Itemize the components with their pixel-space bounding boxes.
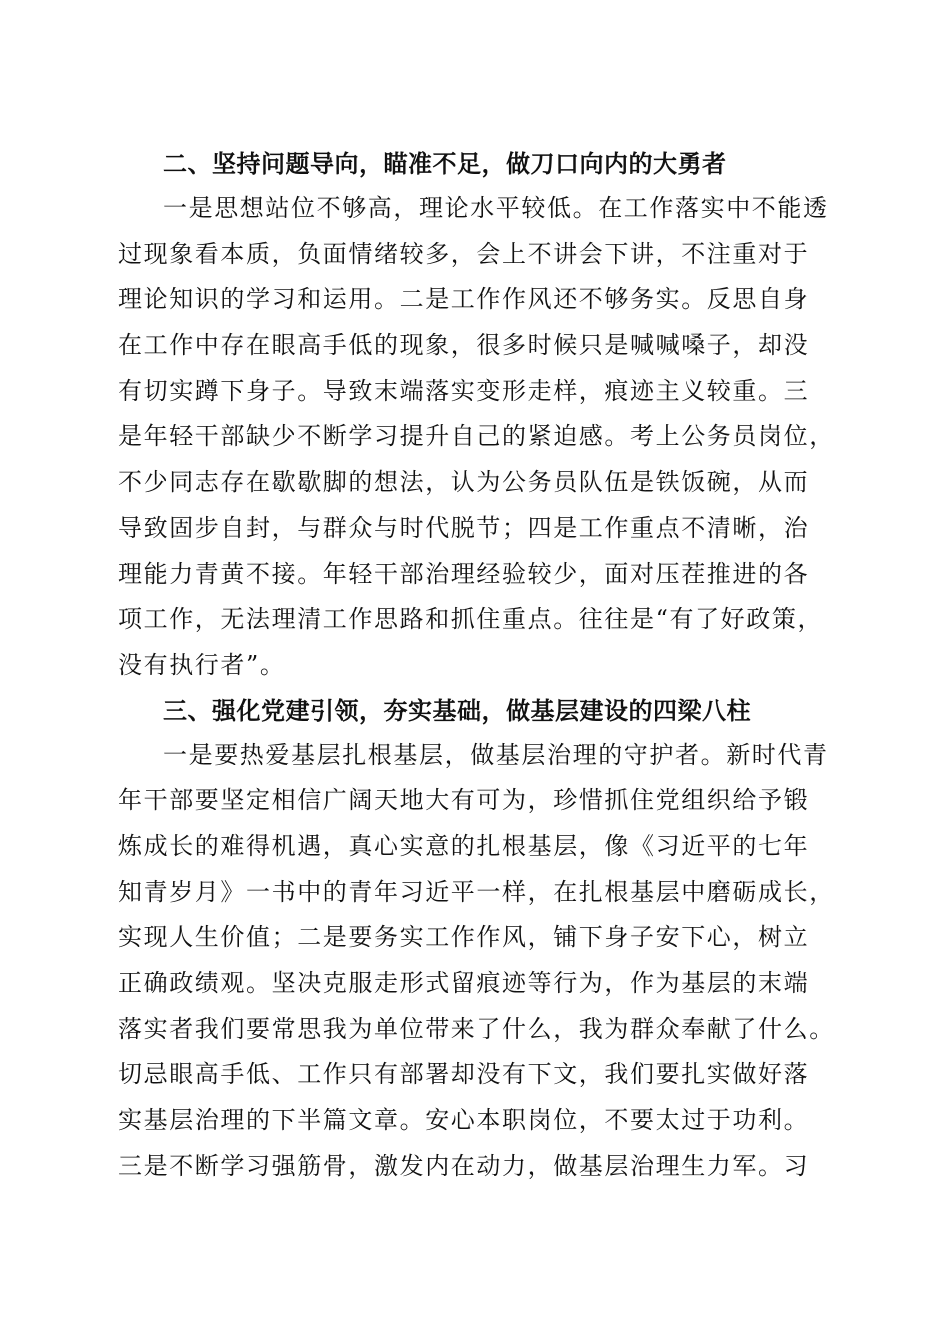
section-2-paragraph <box>118 186 840 689</box>
section-3-paragraph <box>118 733 840 1190</box>
section-heading-2: 二、坚持问题导向，瞄准不足，做刀口向内的大勇者 <box>163 150 727 178</box>
paragraph-line: 年干部要坚定相信广阔天地大有可为，珍惜抓住党组织给予锻 <box>118 786 810 815</box>
paragraph-line: 正确政绩观。坚决克服走形式留痕迹等行为，作为基层的末端 <box>118 969 810 997</box>
paragraph-line: 切忌眼高手低、工作只有部署却没有下文，我们要扎实做好落 <box>118 1060 810 1089</box>
paragraph-line: 是年轻干部缺少不断学习提升自己的紧迫感。考上公务员岗位， <box>118 422 835 451</box>
paragraph-line: 一是要热爱基层扎根基层，做基层治理的守护者。新时代青 <box>163 740 829 769</box>
paragraph-line: 在工作中存在眼高手低的现象，很多时候只是喊喊嗓子，却没 <box>118 331 810 360</box>
paragraph-line: 实基层治理的下半篇文章。安心本职岗位，不要太过于功利。 <box>118 1106 810 1135</box>
paragraph-line: 不少同志存在歇歇脚的想法，认为公务员队伍是铁饭碗，从而 <box>118 468 810 497</box>
paragraph-line: 炼成长的难得机遇，真心实意的扎根基层，像《习近平的七年 <box>118 831 810 860</box>
paragraph-line: 落实者我们要常思我为单位带来了什么，我为群众奉献了什么。 <box>118 1014 835 1043</box>
paragraph-line: 理能力青黄不接。年轻干部治理经验较少，面对压茬推进的各 <box>118 559 810 588</box>
paragraph-line: 有切实蹲下身子。导致末端落实变形走样，痕迹主义较重。三 <box>118 376 810 405</box>
paragraph-line: 实现人生价值；二是要务实工作作风，铺下身子安下心，树立 <box>118 923 810 952</box>
paragraph-line: 知青岁月》一书中的青年习近平一样，在扎根基层中磨砺成长， <box>118 877 835 906</box>
paragraph-line: 三是不断学习强筋骨，激发内在动力，做基层治理生力军。习 <box>118 1151 810 1180</box>
section-heading-3: 三、强化党建引领，夯实基础，做基层建设的四梁八柱 <box>163 696 751 725</box>
paragraph-line: 一是思想站位不够高，理论水平较低。在工作落实中不能透 <box>163 194 829 222</box>
paragraph-line: 过现象看本质，负面情绪较多，会上不讲会下讲，不注重对于 <box>118 239 810 268</box>
document-body <box>118 142 840 1189</box>
paragraph-line: 导致固步自封，与群众与时代脱节；四是工作重点不清晰，治 <box>118 513 810 542</box>
paragraph-line: 理论知识的学习和运用。二是工作作风还不够务实。反思自身 <box>118 285 810 314</box>
paragraph-line: 项工作，无法理清工作思路和抓住重点。往往是“有了好政策， <box>118 605 824 634</box>
paragraph-line: 没有执行者”。 <box>118 650 286 679</box>
